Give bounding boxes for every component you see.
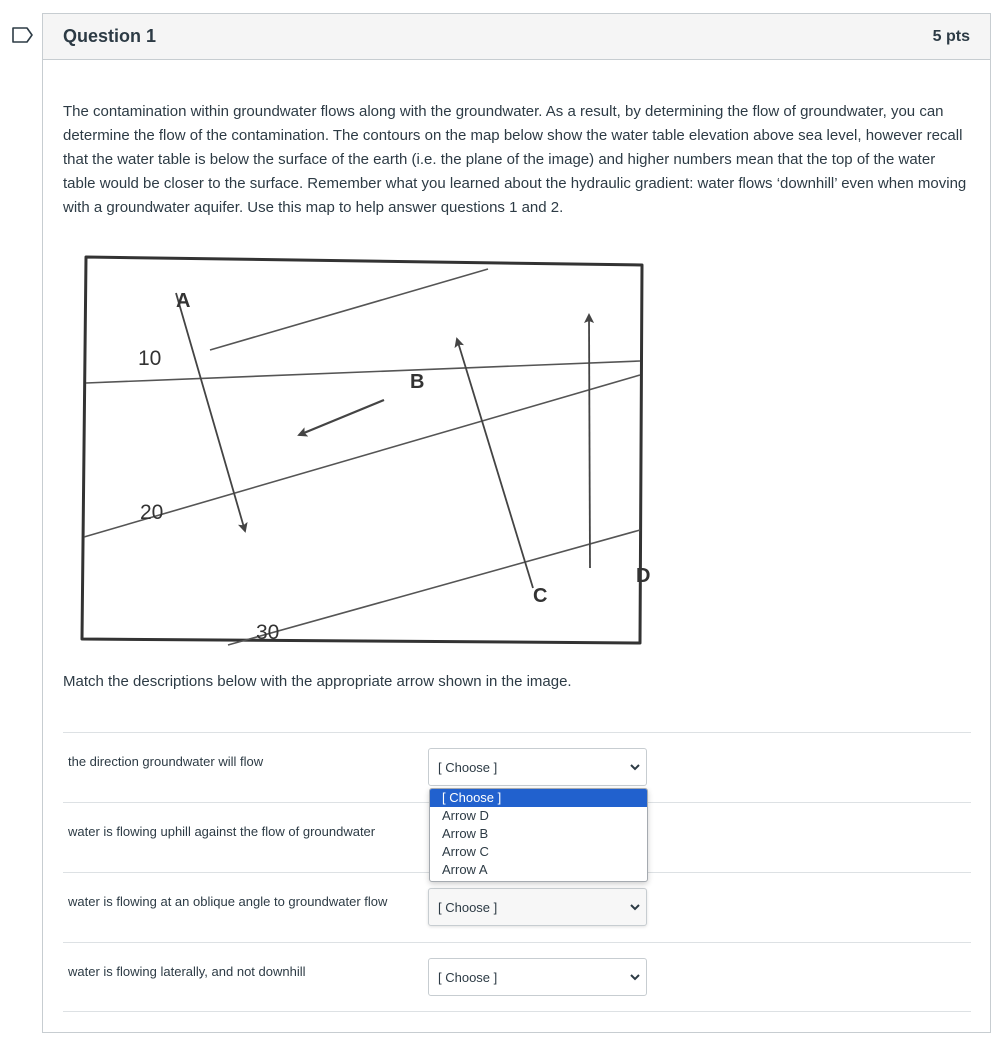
match-select[interactable] — [428, 748, 647, 786]
map-border — [82, 257, 642, 643]
dropdown-option[interactable]: Arrow C — [442, 844, 489, 859]
arrow-d — [589, 315, 590, 568]
match-select-value: [ Choose ] — [438, 899, 498, 915]
dropdown-option[interactable]: Arrow D — [442, 808, 489, 823]
arrow-label-d: D — [636, 565, 651, 587]
dropdown-option[interactable]: [ Choose ] — [430, 789, 647, 807]
match-row — [63, 872, 971, 942]
contour-label-10: 10 — [138, 347, 162, 370]
question-body — [43, 60, 990, 220]
arrow-label-b: B — [410, 371, 425, 393]
match-description: water is flowing uphill against the flow of groundwater — [68, 824, 376, 839]
flag-icon[interactable] — [11, 26, 35, 44]
chevron-down-icon — [630, 974, 640, 981]
question-title: Question 1 — [63, 26, 157, 46]
match-instruction: Match the descriptions below with the appropriate arrow shown in the image. — [63, 673, 572, 690]
question-header — [43, 14, 990, 60]
arrow-label-a: A — [176, 290, 191, 312]
arrow-label-c: C — [533, 585, 548, 607]
match-description: water is flowing at an oblique angle to groundwater flow — [68, 894, 388, 909]
dropdown-option[interactable]: Arrow B — [442, 826, 489, 841]
match-table — [63, 732, 971, 1012]
match-select[interactable] — [428, 958, 647, 996]
dropdown-option[interactable]: Arrow A — [442, 862, 488, 877]
groundwater-contour-map — [80, 247, 651, 645]
match-description: the direction groundwater will flow — [68, 754, 264, 769]
dropdown-list[interactable] — [429, 788, 648, 882]
question-prompt: The contamination within groundwater flows along with the groundwater. As a result, by determining the flow of groundwater, you can determine the flow of the contamination. The contours on the map below show the water table elevation above sea level, however recall that the water table is below the surface of the earth (i.e. the plane of the image) and higher numbers mean that the top of the water table would be closer to the surface. Remember what you learned about the hydraulic gradient: water flows ‘downhill’ even when moving with a groundwater aquifer. Use this map to help answer questions 1 and 2. — [63, 103, 967, 216]
chevron-down-icon — [630, 904, 640, 911]
contour-label-30: 30 — [256, 621, 280, 644]
match-select[interactable] — [428, 888, 647, 926]
question-card — [42, 13, 991, 1033]
match-row — [63, 942, 971, 1012]
chevron-down-icon — [630, 764, 640, 771]
question-points: 5 pts — [932, 27, 970, 45]
match-select-value: [ Choose ] — [438, 969, 498, 985]
contour-label-20: 20 — [140, 501, 164, 524]
match-description: water is flowing laterally, and not downhill — [68, 964, 306, 979]
match-select-value: [ Choose ] — [438, 759, 498, 775]
